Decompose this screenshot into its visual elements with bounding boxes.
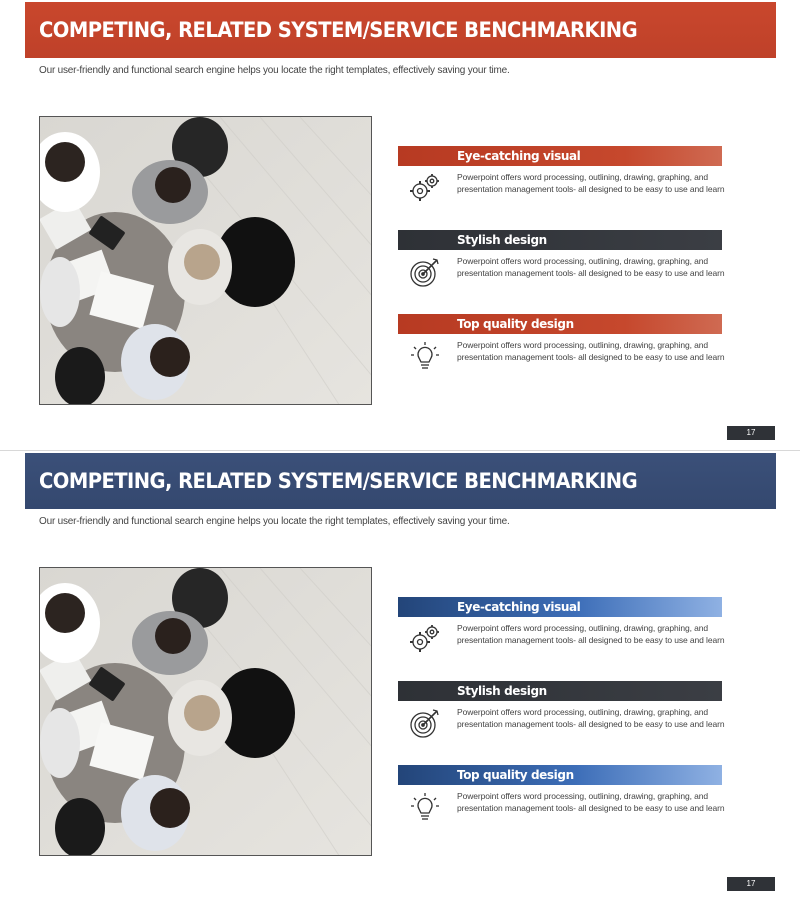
feature-description: Powerpoint offers word processing, outlining, drawing, graphing, and presentation management tools- all designed to be easy to use and learn xyxy=(457,623,725,645)
feature-top-quality xyxy=(398,314,725,384)
feature-eye-catching xyxy=(398,597,725,667)
feature-heading: Stylish design xyxy=(457,233,547,247)
feature-stylish xyxy=(398,230,725,300)
feature-heading-bar xyxy=(398,314,722,334)
feature-eye-catching xyxy=(398,146,725,216)
title-bar xyxy=(25,2,776,58)
feature-heading: Top quality design xyxy=(457,768,574,782)
feature-description: Powerpoint offers word processing, outlining, drawing, graphing, and presentation management tools- all designed to be easy to use and learn xyxy=(457,791,725,813)
slide-title: COMPETING, RELATED SYSTEM/SERVICE BENCHMARKING xyxy=(39,469,638,493)
target-icon xyxy=(408,255,442,289)
feature-heading: Eye-catching visual xyxy=(457,149,581,163)
feature-heading: Eye-catching visual xyxy=(457,600,581,614)
feature-description: Powerpoint offers word processing, outlining, drawing, graphing, and presentation management tools- all designed to be easy to use and learn xyxy=(457,340,725,362)
lightbulb-icon xyxy=(408,339,442,373)
feature-top-quality xyxy=(398,765,725,835)
feature-description: Powerpoint offers word processing, outlining, drawing, graphing, and presentation management tools- all designed to be easy to use and learn xyxy=(457,256,725,278)
feature-heading-bar xyxy=(398,597,722,617)
gears-icon xyxy=(408,622,442,656)
slide-title: COMPETING, RELATED SYSTEM/SERVICE BENCHMARKING xyxy=(39,18,638,42)
feature-heading: Top quality design xyxy=(457,317,574,331)
slide-subtitle: Our user-friendly and functional search engine helps you locate the right templates, effectively saving your time. xyxy=(39,65,510,76)
page-number: 17 xyxy=(727,426,775,440)
title-bar xyxy=(25,453,776,509)
feature-stylish xyxy=(398,681,725,751)
slide-subtitle: Our user-friendly and functional search engine helps you locate the right templates, effectively saving your time. xyxy=(39,516,510,527)
feature-heading-bar xyxy=(398,230,722,250)
slide-2 xyxy=(0,450,800,900)
meeting-photo xyxy=(39,567,372,856)
gears-icon xyxy=(408,171,442,205)
feature-heading-bar xyxy=(398,681,722,701)
feature-description: Powerpoint offers word processing, outlining, drawing, graphing, and presentation management tools- all designed to be easy to use and learn xyxy=(457,172,725,194)
feature-heading-bar xyxy=(398,146,722,166)
lightbulb-icon xyxy=(408,790,442,824)
feature-heading: Stylish design xyxy=(457,684,547,698)
feature-description: Powerpoint offers word processing, outlining, drawing, graphing, and presentation management tools- all designed to be easy to use and learn xyxy=(457,707,725,729)
page-number: 17 xyxy=(727,877,775,891)
target-icon xyxy=(408,706,442,740)
feature-heading-bar xyxy=(398,765,722,785)
meeting-photo xyxy=(39,116,372,405)
